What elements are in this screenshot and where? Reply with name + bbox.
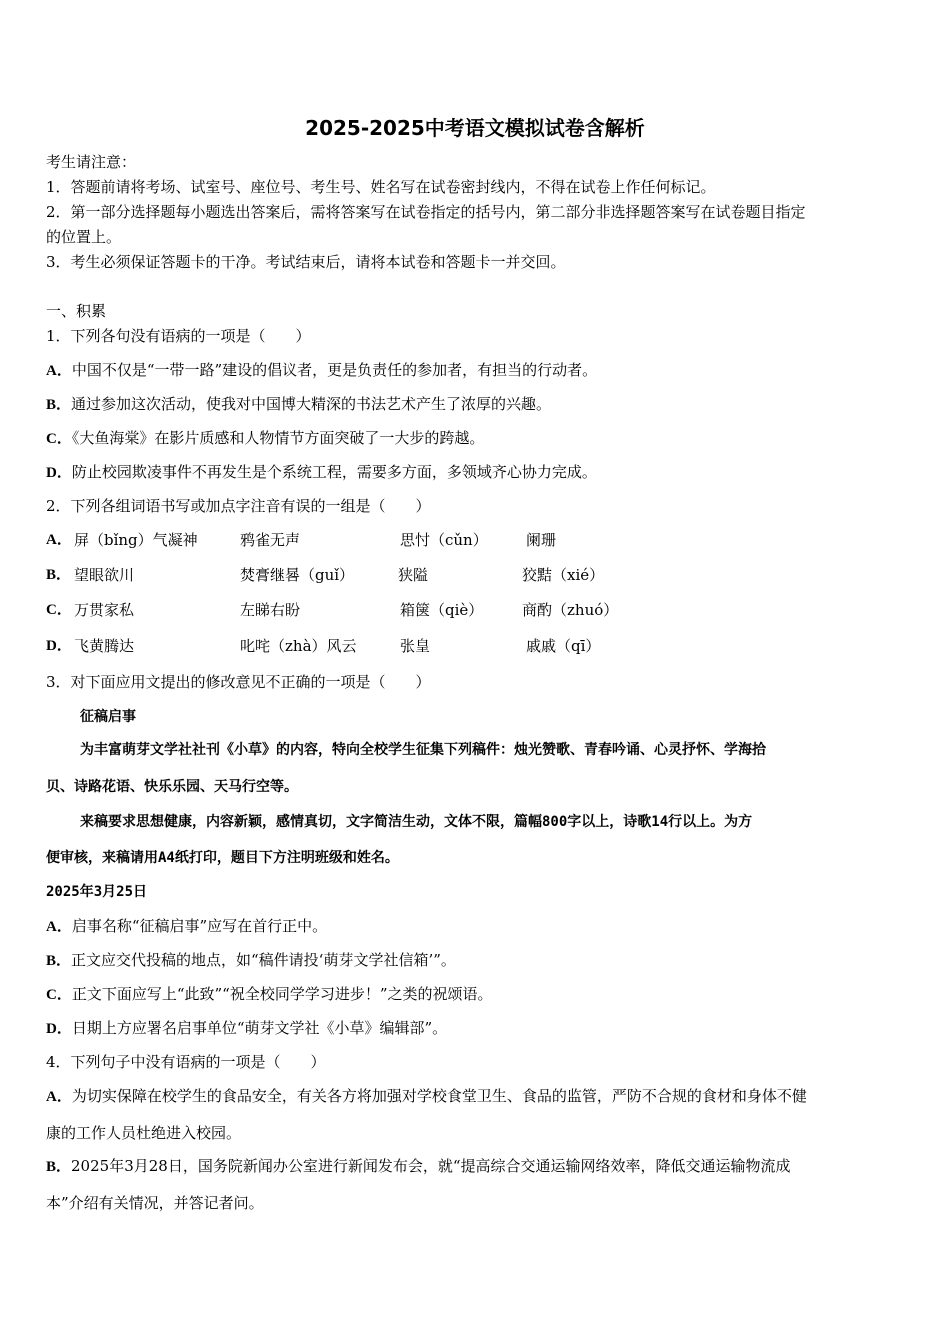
word-cell: 商酌（zhuó） (522, 601, 619, 619)
question-2-stem: 2．下列各组词语书写或加点字注音有误的一组是（ ） (46, 497, 431, 515)
word-cell: 张皇 (400, 637, 431, 655)
question-3-option-d (46, 1018, 447, 1039)
option-text: 启事名称“征稿启事”应写在首行正中。 (71, 917, 328, 935)
word-cell: 箱箧（qiè） (400, 601, 484, 619)
option-text: 《大鱼海棠》在影片质感和人物情节方面突破了一大步的跨越。 (71, 429, 485, 447)
notice-heading: 考生请注意： (46, 153, 137, 171)
question-4-option-b (46, 1156, 791, 1177)
option-label: D． (46, 465, 72, 481)
option-text: 防止校园欺凌事件不再发生是个系统工程，需要多方面，多领域齐心协力完成。 (71, 463, 597, 481)
question-4-stem: 4．下列句子中没有语病的一项是（ ） (46, 1053, 326, 1071)
word-cell: 左睇右盼 (240, 601, 301, 619)
option-label: C． (46, 602, 72, 618)
question-4-option-b-cont: 本”介绍有关情况，并答记者问。 (46, 1194, 264, 1212)
word-cell: 万贯家私 (74, 601, 135, 619)
section-heading: 一、积累 (46, 302, 107, 320)
notice-title: 征稿启事 (80, 709, 136, 725)
option-text: 2025年3月28日，国务院新闻办公室进行新闻发布会，就“提高综合交通运输网络效率，降低交通运输物流成 (71, 1157, 791, 1175)
option-label: C． (46, 987, 72, 1003)
question-3-option-a (46, 916, 327, 937)
option-label: B． (46, 397, 72, 413)
question-3-stem: 3．对下面应用文提出的修改意见不正确的一项是（ ） (46, 673, 431, 691)
option-label: A． (46, 1089, 72, 1105)
notice-paragraph: 为丰富萌芽文学社社刊《小草》的内容，特向全校学生征集下列稿件：烛光赞歌、青春吟诵、心灵抒怀、学海拾 (80, 742, 766, 758)
word-cell: 望眼欲川 (74, 566, 135, 584)
word-cell: 焚膏继晷（guǐ） (240, 566, 355, 584)
notice-item: 1．答题前请将考场、试室号、座位号、考生号、姓名写在试卷密封线内，不得在试卷上作任何标记。 (46, 178, 716, 196)
option-text: 正文应交代投稿的地点，如“稿件请投‘萌芽文学社信箱’”。 (71, 951, 456, 969)
question-1-option-b (46, 394, 551, 415)
option-label: A． (46, 363, 72, 379)
question-1-option-d (46, 462, 597, 483)
question-1-option-c (46, 428, 484, 449)
notice-paragraph: 来稿要求思想健康，内容新颖，感情真切，文字简洁生动，文体不限，篇幅800字以上，诗歌14行以上。为方 (80, 814, 753, 830)
option-label: C． (46, 431, 72, 447)
word-cell: 叱咤（zhà）风云 (240, 637, 357, 655)
question-1-stem: 1．下列各句没有语病的一项是（ ） (46, 327, 311, 345)
word-cell: 飞黄腾达 (74, 637, 135, 655)
question-3-option-c (46, 984, 493, 1005)
question-4-option-a-cont: 康的工作人员杜绝进入校园。 (46, 1124, 242, 1142)
page-title: 2025-2025中考语文模拟试卷含解析 (305, 116, 645, 140)
option-text: 通过参加这次活动，使我对中国博大精深的书法艺术产生了浓厚的兴趣。 (71, 395, 552, 413)
question-3-option-b (46, 950, 456, 971)
word-cell: 鸦雀无声 (240, 531, 301, 549)
notice-item: 3．考生必须保证答题卡的干净。考试结束后，请将本试卷和答题卡一并交回。 (46, 253, 566, 271)
option-text: 中国不仅是“一带一路”建设的倡议者，更是负责任的参加者，有担当的行动者。 (71, 361, 598, 379)
word-cell: 狭隘 (398, 566, 429, 584)
question-1-option-a (46, 360, 597, 381)
option-label: A． (46, 532, 72, 548)
notice-paragraph: 便审核，来稿请用A4纸打印，题目下方注明班级和姓名。 (46, 850, 399, 866)
word-cell: 思忖（cǔn） (400, 531, 488, 549)
option-text: 为切实保障在校学生的食品安全，有关各方将加强对学校食堂卫生、食品的监管，严防不合规的食材和身体不健 (71, 1087, 807, 1105)
option-label: D． (46, 1021, 72, 1037)
word-cell: 屏（bǐng）气凝神 (74, 531, 198, 549)
option-label: B． (46, 1159, 72, 1175)
word-cell: 狡黠（xié） (522, 566, 605, 584)
question-4-option-a (46, 1086, 807, 1107)
option-label: D． (46, 638, 72, 654)
notice-paragraph: 贝、诗路花语、快乐乐园、天马行空等。 (46, 779, 298, 795)
word-cell: 阑珊 (526, 531, 557, 549)
option-text: 日期上方应署名启事单位“萌芽文学社《小草》编辑部”。 (71, 1019, 448, 1037)
option-label: B． (46, 567, 72, 583)
notice-item: 的位置上。 (46, 228, 122, 246)
option-text: 正文下面应写上“此致”“祝全校同学学习进步！”之类的祝颂语。 (71, 985, 493, 1003)
notice-date: 2025年3月25日 (46, 884, 148, 900)
option-label: B． (46, 953, 72, 969)
option-label: A． (46, 919, 72, 935)
word-cell: 戚戚（qī） (526, 637, 601, 655)
notice-item: 2．第一部分选择题每小题选出答案后，需将答案写在试卷指定的括号内，第二部分非选择题答案写在试卷题目指定 (46, 203, 806, 221)
